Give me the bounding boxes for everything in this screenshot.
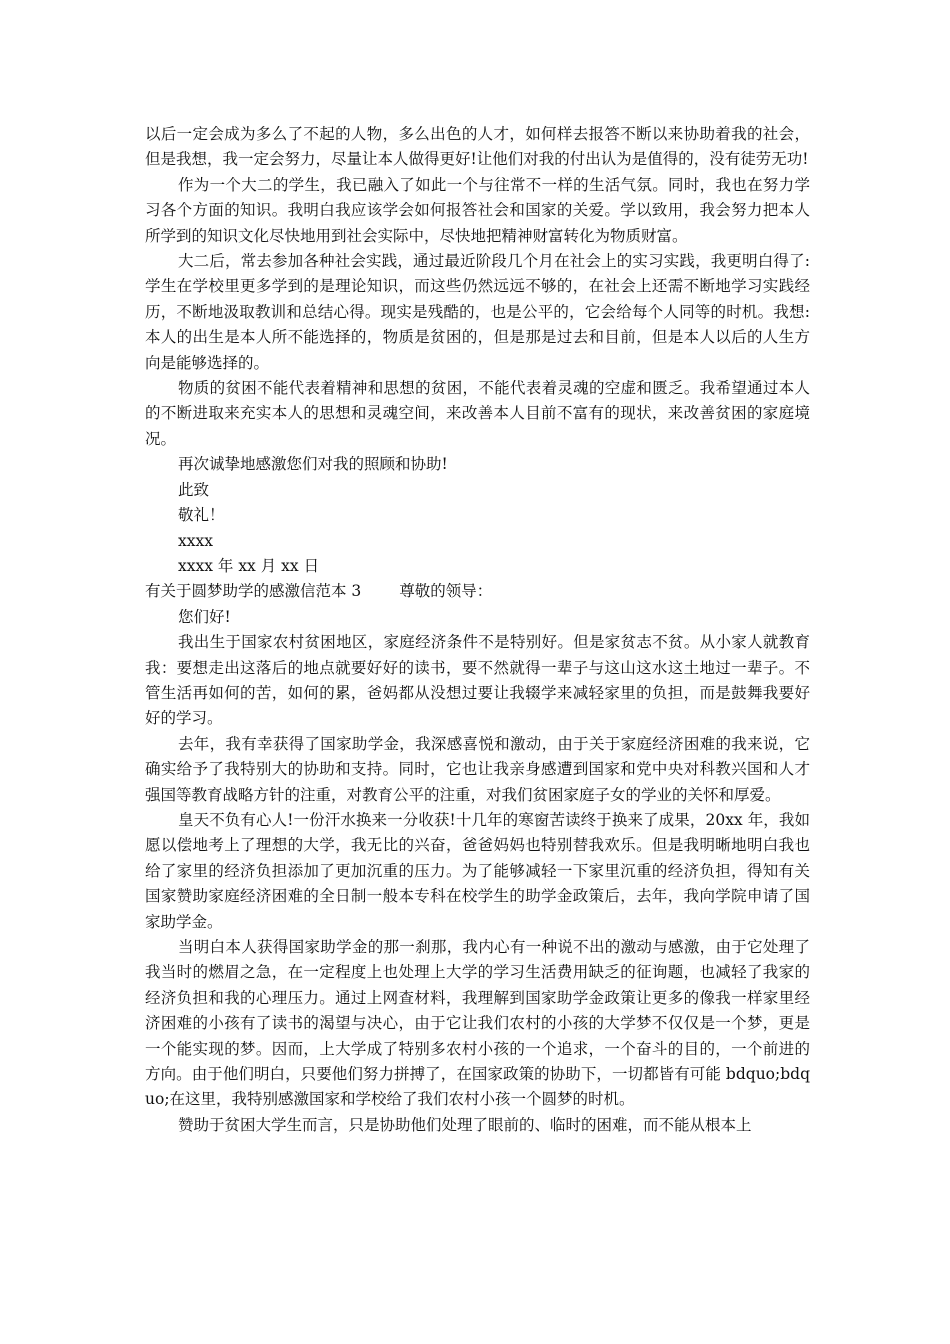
greeting: 您们好!	[178, 607, 231, 626]
signature-name: xxxx	[178, 531, 213, 550]
paragraph: 去年，我有幸获得了国家助学金，我深感喜悦和激动，由于关于家庭经济困难的我来说，它确实给予了我特别大的协助和支持。同时，它也让我亲身感遭到国家和党中央对科教兴国和人才强国等教育战略方针的注重，对教育公平的注重，对我们贫困家庭子女的学业的关怀和厚爱。	[145, 734, 810, 804]
closing-thanks: 再次诚挚地感激您们对我的照顾和协助!	[178, 455, 448, 474]
paragraph: 大二后，常去参加各种社会实践，通过最近阶段几个月在社会上的实习实践，我更明白得了:学生在学校里更多学到的是理论知识，而这些仍然远远不够的，在社会上还需不断地学习实践经历，不断地汲取教训和总结心得。现实是残酷的，也是公平的，它会给每个人同等的时机。我想:本人的出生是本人所不能选择的，物质是贫困的，但是那是过去和目前，但是本人以后的人生方向是能够选择的。	[145, 252, 810, 372]
paragraph: 物质的贫困不能代表着精神和思想的贫困，不能代表着灵魂的空虚和匮乏。我希望通过本人的不断进取来充实本人的思想和灵魂空间，来改善本人目前不富有的现状，来改善贫困的家庭境况。	[145, 379, 810, 448]
section-title: 有关于圆梦助学的感激信范本 3	[145, 582, 362, 601]
paragraph: 以后一定会成为多么了不起的人物，多么出色的人才，如何样去报答不断以来协助着我的社会，但是我想，我一定会努力，尽量让本人做得更好!让他们对我的付出认为是值得的，没有徒劳无功!	[145, 125, 810, 169]
document-body	[145, 122, 810, 1138]
paragraph: 当明白本人获得国家助学金的那一刹那，我内心有一种说不出的激动与感激，由于它处理了我当时的燃眉之急，在一定程度上也处理上大学的学习生活费用缺乏的征询题，也减轻了我家的经济负担和我的心理压力。通过上网查材料，我理解到国家助学金政策让更多的像我一样家里经济困难的小孩有了读书的渴望与决心，由于它让我们农村的小孩的大学梦不仅仅是一个梦，更是一个能实现的梦。因而，上大学成了特别多农村小孩的一个追求，一个奋斗的目的，一个前进的方向。由于他们明白，只要他们努力拼搏了，在国家政策的协助下，一切都皆有可能 bdquo;bdquo;在这里，我特别感激国家和学校给了我们农村小孩一个圆梦的时机。	[145, 938, 810, 1109]
paragraph: 作为一个大二的学生，我已融入了如此一个与往常不一样的生活气氛。同时，我也在努力学习各个方面的知识。我明白我应该学会如何报答社会和国家的关爱。学以致用，我会努力把本人所学到的知识文化尽快地用到社会实际中，尽快地把精神财富转化为物质财富。	[145, 175, 810, 245]
salutation: 尊敬的领导：	[399, 582, 493, 601]
paragraph: 赞助于贫困大学生而言，只是协助他们处理了眼前的、临时的困难，而不能从根本上	[178, 1115, 752, 1134]
signature-date: xxxx 年 xx 月 xx 日	[178, 556, 320, 575]
paragraph: 皇天不负有心人!一份汗水换来一分收获!十几年的寒窗苦读终于换来了成果，20xx 年，我如愿以偿地考上了理想的大学，我无比的兴奋，爸爸妈妈也特别替我欢乐。但是我明晰地明白我也给了家里的经济负担添加了更加沉重的压力。为了能够减轻一下家里沉重的经济负担，得知有关国家赞助家庭经济困难的全日制一般本专科在校学生的助学金政策后，去年，我向学院申请了国家助学金。	[145, 810, 810, 931]
section-heading-line	[145, 579, 810, 604]
paragraph: 我出生于国家农村贫困地区，家庭经济条件不是特别好。但是家贫志不贫。从小家人就教育我：要想走出这落后的地点就要好好的读书，要不然就得一辈子与这山这水这土地过一辈子。不管生活再如何的苦，如何的累，爸妈都从没想过要让我辍学来减轻家里的负担，而是鼓舞我要好好的学习。	[145, 633, 810, 728]
closing-cizhi: 此致	[178, 480, 210, 499]
closing-jingli: 敬礼！	[178, 506, 225, 525]
